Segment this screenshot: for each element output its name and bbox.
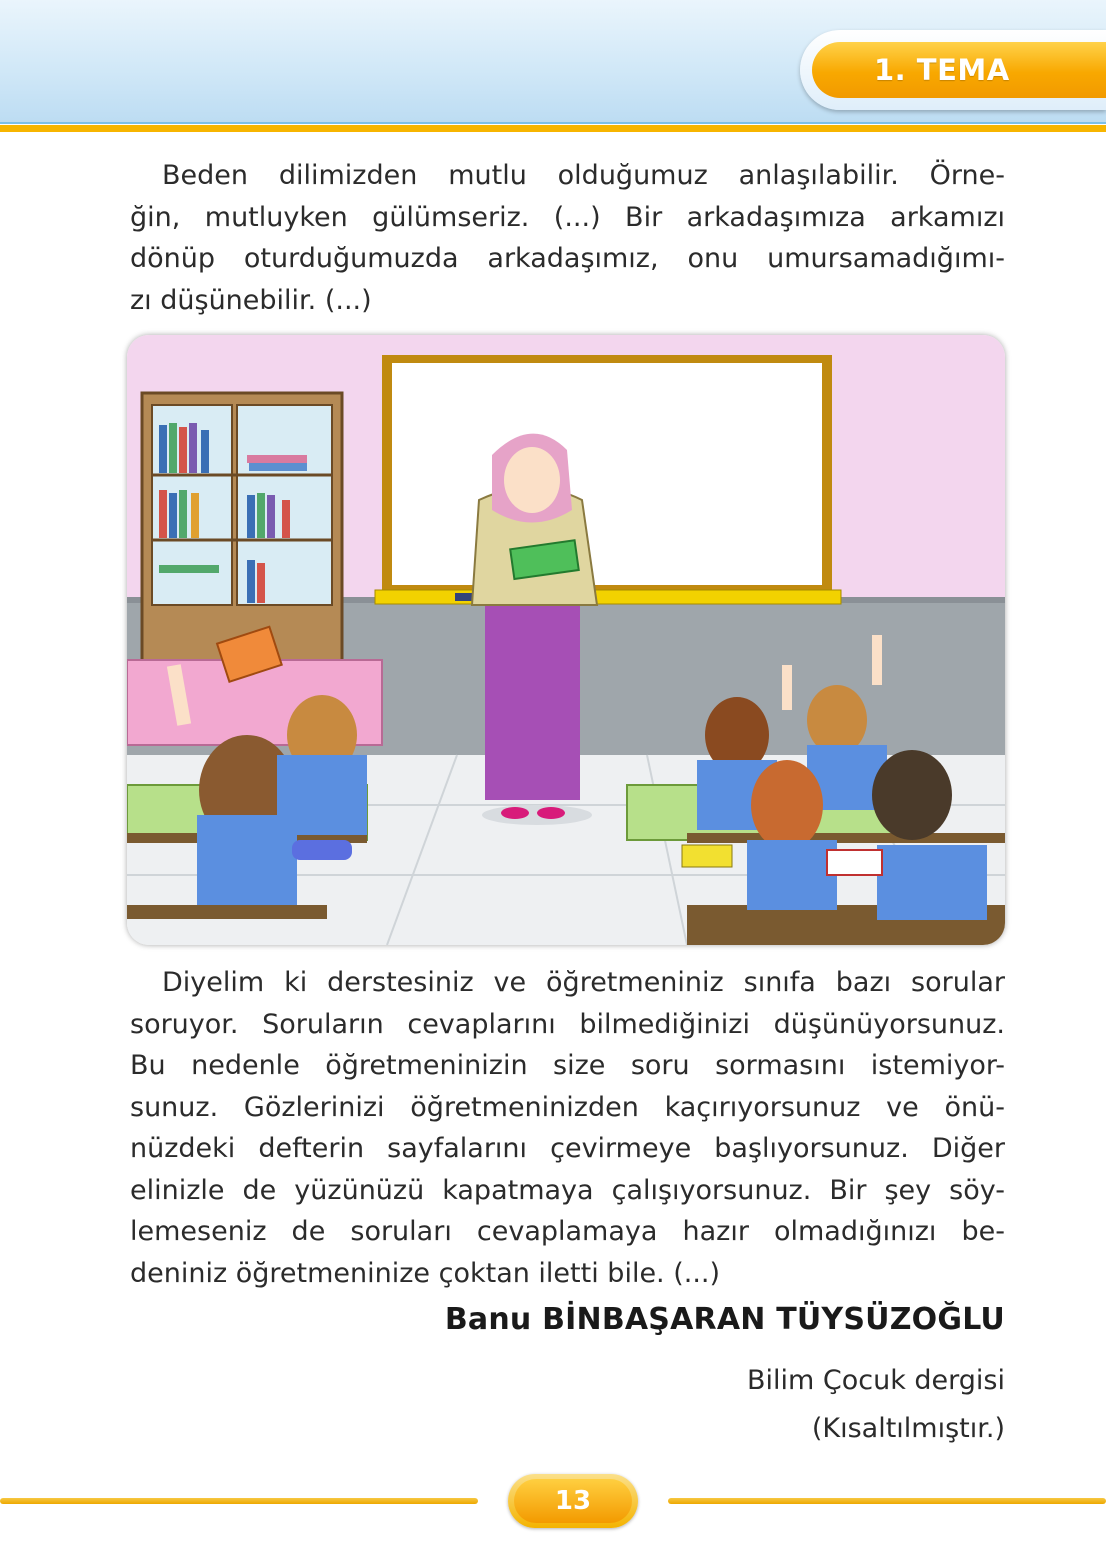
header-rule <box>0 122 1106 132</box>
paragraph-line: Bu nedenle öğretmeninizin size soru sormasını istemiyor- <box>130 1050 1005 1081</box>
source-name: Bilim Çocuk dergisi <box>746 1365 1005 1396</box>
paragraph-line: Diyelim ki derstesiniz ve öğretmeniniz sınıfa bazı sorular <box>162 967 1005 998</box>
author-name: Banu BİNBAŞARAN TÜYSÜZOĞLU <box>444 1302 1005 1337</box>
theme-badge-inner <box>812 42 1106 98</box>
page-number-inner <box>514 1479 632 1523</box>
paragraph-intro <box>130 155 1005 321</box>
paragraph-line: elinizle de yüzünüzü kapatmaya çalışıyorsunuz. Bir şey söy- <box>130 1174 1005 1206</box>
paragraph-line: ğin, mutluyken gülümseriz. (...) Bir arkadaşımıza arkamızı <box>130 201 1005 233</box>
page-number: 13 <box>554 1486 592 1516</box>
footer-line-left <box>0 1498 478 1504</box>
abridged-note: (Kısaltılmıştır.) <box>811 1413 1005 1444</box>
paragraph-line: lemeseniz de soruları cevaplamaya hazır olmadığınızı be- <box>130 1216 1005 1247</box>
paragraph-line: nüzdeki defterin sayfalarını çevirmeye başlıyorsunuz. Diğer <box>130 1133 1005 1164</box>
paragraph-line: sunuz. Gözlerinizi öğretmeninizden kaçırıyorsunuz ve önü- <box>130 1091 1005 1123</box>
paragraph-main <box>130 962 1005 1294</box>
theme-label: 1. TEMA <box>874 53 1010 87</box>
paragraph-line: soruyor. Soruların cevaplarını bilmediğinizi düşünüyorsunuz. <box>130 1008 1005 1040</box>
paragraph-line: zı düşünebilir. (...) <box>130 284 372 316</box>
classroom-illustration <box>127 335 1005 945</box>
footer-line-right <box>668 1498 1106 1504</box>
paragraph-line: dönüp oturduğumuzda arkadaşımız, onu umursamadığımı- <box>130 243 1005 274</box>
paragraph-line: Beden dilimizden mutlu olduğumuz anlaşılabilir. Örne- <box>162 160 1005 191</box>
source-block <box>747 1357 1005 1453</box>
paragraph-line: deniniz öğretmeninize çoktan iletti bile. (...) <box>130 1257 721 1289</box>
page-number-badge <box>508 1474 638 1528</box>
